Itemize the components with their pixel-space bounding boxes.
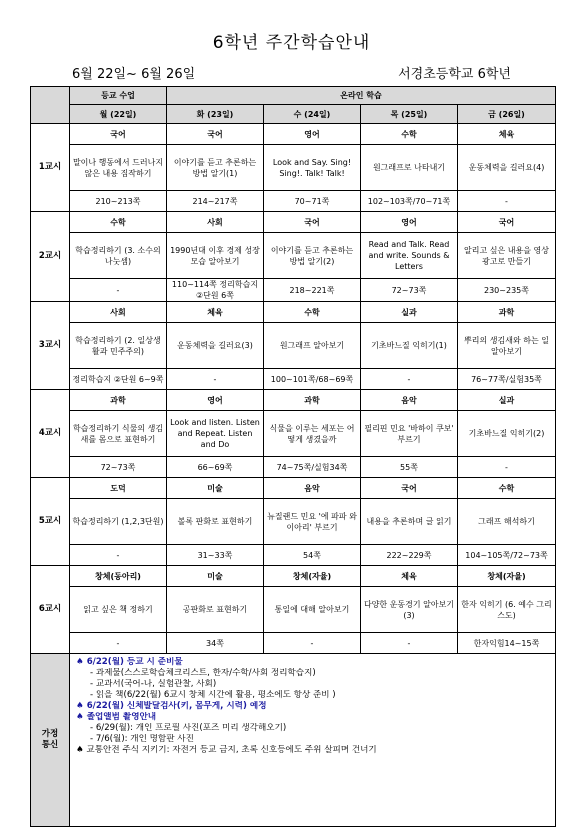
subject-cell: 체육	[458, 124, 556, 145]
period-subject-row	[31, 302, 556, 323]
page-title: 6학년 주간학습안내	[212, 33, 371, 53]
page-cell: -	[361, 633, 458, 654]
period-subject-row	[31, 212, 556, 233]
subject-cell: 실과	[458, 390, 556, 411]
activity-cell: 운동체력을 길러요(4)	[458, 145, 556, 191]
page-cell: 102~103쪽/70~71쪽	[361, 191, 458, 212]
period-activity-row	[31, 145, 556, 191]
activity-cell: 뿌리의 생김새와 하는 일 알아보기	[458, 323, 556, 369]
page-cell: 100~101쪽/68~69쪽	[264, 369, 361, 390]
notice-line: ♠ 교통안전 주식 지키기: 자전거 등교 금지, 초록 신호등에도 주위 살피며 건너기	[76, 745, 377, 755]
notice-label: 가정 통신	[31, 654, 70, 827]
page-cell: 218~221쪽	[264, 279, 361, 302]
page-cell: 210~213쪽	[70, 191, 167, 212]
period-subject-row	[31, 124, 556, 145]
period-page-row	[31, 545, 556, 566]
page-cell: -	[70, 633, 167, 654]
page-cell: 31~33쪽	[167, 545, 264, 566]
day-header-row	[31, 105, 556, 124]
period-activity-row	[31, 411, 556, 457]
period-label: 2교시	[31, 212, 70, 302]
subject-cell: 국어	[361, 478, 458, 499]
activity-cell: 알리고 싶은 내용을 영상 광고로 만들기	[458, 233, 556, 279]
notice-row	[31, 654, 556, 827]
activity-cell: 기초바느질 익히기(2)	[458, 411, 556, 457]
page-cell: -	[70, 545, 167, 566]
page-cell: -	[458, 457, 556, 478]
page-cell: 정리학습지 ②단원 6~9쪽	[70, 369, 167, 390]
page-cell: 230~235쪽	[458, 279, 556, 302]
subject-cell: 과학	[458, 302, 556, 323]
subject-cell: 과학	[70, 390, 167, 411]
page-cell: 214~217쪽	[167, 191, 264, 212]
subject-cell: 수학	[70, 212, 167, 233]
page-cell: 66~69쪽	[167, 457, 264, 478]
period-activity-row	[31, 499, 556, 545]
notice-line: - 교과서(국어-나, 실험관찰, 사회)	[90, 679, 217, 689]
online-mode-label: 온라인 학습	[167, 87, 556, 105]
activity-cell: 이야기를 듣고 추론하는 방법 알기(2)	[264, 233, 361, 279]
schedule-table	[30, 86, 556, 827]
page-cell: -	[264, 633, 361, 654]
notice-line: - 7/6(월): 개인 명함판 사진	[90, 734, 194, 744]
subject-cell: 국어	[264, 212, 361, 233]
page-cell: -	[361, 369, 458, 390]
page-cell: 104~105쪽/72~73쪽	[458, 545, 556, 566]
subject-cell: 수학	[458, 478, 556, 499]
subject-cell: 창체(자율)	[264, 566, 361, 587]
subject-cell: 수학	[264, 302, 361, 323]
page-cell: 72~73쪽	[70, 457, 167, 478]
page-cell: 72~73쪽	[361, 279, 458, 302]
period-label: 3교시	[31, 302, 70, 390]
subject-cell: 음악	[361, 390, 458, 411]
activity-cell: 운동체력을 길러요(3)	[167, 323, 264, 369]
subject-cell: 국어	[458, 212, 556, 233]
notice-content	[70, 654, 556, 827]
activity-cell: 뉴질랜드 민요 '에 파파 와이아리' 부르기	[264, 499, 361, 545]
page-cell: 110~114쪽 정리학습지 ②단원 6쪽	[167, 279, 264, 302]
subject-cell: 실과	[361, 302, 458, 323]
activity-cell: 다양한 운동경기 알아보기(3)	[361, 587, 458, 633]
page-cell: 55쪽	[361, 457, 458, 478]
activity-cell: 그래프 해석하기	[458, 499, 556, 545]
notice-line: ♠ 6/22(월) 신체발달검사(키, 몸무게, 시력) 예정	[76, 701, 267, 711]
period-activity-row	[31, 587, 556, 633]
period-page-row	[31, 191, 556, 212]
day-header: 목 (25일)	[361, 105, 458, 124]
subject-cell: 창체(동아리)	[70, 566, 167, 587]
activity-cell: Read and Talk. Read and write. Sounds & Letters	[361, 233, 458, 279]
activity-cell: 원그래프 알아보기	[264, 323, 361, 369]
activity-cell: 학습정리하기 (3. 소수의 나눗셈)	[70, 233, 167, 279]
subject-cell: 영어	[264, 124, 361, 145]
period-subject-row	[31, 478, 556, 499]
period-subject-row	[31, 390, 556, 411]
page-cell: -	[70, 279, 167, 302]
notice-line: ♠ 6/22(월) 등교 시 준비물	[76, 657, 183, 667]
period-activity-row	[31, 233, 556, 279]
page-cell: 222~229쪽	[361, 545, 458, 566]
subject-cell: 사회	[167, 212, 264, 233]
subject-cell: 영어	[361, 212, 458, 233]
page-cell: 34쪽	[167, 633, 264, 654]
page-cell: 76~77쪽/실험35쪽	[458, 369, 556, 390]
activity-cell: 내용을 추론하며 글 읽기	[361, 499, 458, 545]
activity-cell: 공판화로 표현하기	[167, 587, 264, 633]
activity-cell: 원그래프로 나타내기	[361, 145, 458, 191]
period-activity-row	[31, 323, 556, 369]
page-cell: 한자익힘14~15쪽	[458, 633, 556, 654]
activity-cell: 식물을 이루는 세포는 어떻게 생겼을까	[264, 411, 361, 457]
period-label: 4교시	[31, 390, 70, 478]
subject-cell: 체육	[167, 302, 264, 323]
subject-cell: 도덕	[70, 478, 167, 499]
notice-line: - 과제물(스스로학습체크리스트, 한자/수학/사회 정리학습지)	[90, 668, 316, 678]
subject-cell: 과학	[264, 390, 361, 411]
page-cell: 54쪽	[264, 545, 361, 566]
activity-cell: 기초바느질 익히기(1)	[361, 323, 458, 369]
day-header: 월 (22일)	[70, 105, 167, 124]
period-page-row	[31, 279, 556, 302]
activity-cell: 필리핀 민요 '바하이 쿠보' 부르기	[361, 411, 458, 457]
subject-cell: 미술	[167, 478, 264, 499]
activity-cell: 1990년대 이후 경제 성장 모습 알아보기	[167, 233, 264, 279]
activity-cell: 한자 익히기 (6. 예수 그리스도)	[458, 587, 556, 633]
school-name: 서경초등학교 6학년	[398, 67, 511, 82]
page-cell: 70~71쪽	[264, 191, 361, 212]
subject-cell: 국어	[70, 124, 167, 145]
activity-cell: Look and listen. Listen and Repeat. Listen and Do	[167, 411, 264, 457]
subject-cell: 미술	[167, 566, 264, 587]
period-label: 6교시	[31, 566, 70, 654]
notice-line: - 읽을 책(6/22(월) 6교시 창체 시간에 활용, 평소에도 항상 준비 )	[90, 690, 336, 700]
subject-cell: 체육	[361, 566, 458, 587]
subject-cell: 사회	[70, 302, 167, 323]
subject-cell: 수학	[361, 124, 458, 145]
activity-cell: 학습정리하기 식물의 생김새를 몸으로 표현하기	[70, 411, 167, 457]
subject-cell: 음악	[264, 478, 361, 499]
page-cell: 74~75쪽/실험34쪽	[264, 457, 361, 478]
day-header: 금 (26일)	[458, 105, 556, 124]
period-label: 1교시	[31, 124, 70, 212]
notice-line: ♠ 졸업앨범 촬영안내	[76, 712, 157, 722]
activity-cell: 통일에 대해 알아보기	[264, 587, 361, 633]
day-header: 화 (23일)	[167, 105, 264, 124]
activity-cell: 이야기를 듣고 추론하는 방법 알기(1)	[167, 145, 264, 191]
subject-cell: 국어	[167, 124, 264, 145]
activity-cell: 학습정리하기 (1,2,3단원)	[70, 499, 167, 545]
date-range: 6월 22일~ 6월 26일	[72, 67, 196, 82]
offline-mode-label: 등교 수업	[70, 87, 167, 105]
corner-cell	[31, 87, 70, 124]
day-header: 수 (24일)	[264, 105, 361, 124]
page-cell: -	[167, 369, 264, 390]
subject-cell: 창체(자율)	[458, 566, 556, 587]
page-cell: -	[458, 191, 556, 212]
period-page-row	[31, 369, 556, 390]
period-subject-row	[31, 566, 556, 587]
mode-header-row	[31, 87, 556, 105]
period-rows	[31, 124, 556, 654]
subject-cell: 영어	[167, 390, 264, 411]
period-label: 5교시	[31, 478, 70, 566]
period-page-row	[31, 633, 556, 654]
activity-cell: 읽고 싶은 책 정하기	[70, 587, 167, 633]
activity-cell: 말이나 행동에서 드러나지 않은 내용 짐작하기	[70, 145, 167, 191]
period-page-row	[31, 457, 556, 478]
activity-cell: Look and Say. Sing! Sing!. Talk! Talk!	[264, 145, 361, 191]
activity-cell: 학습정리하기 (2. 일상생활과 민주주의)	[70, 323, 167, 369]
activity-cell: 볼록 판화로 표현하기	[167, 499, 264, 545]
notice-line: - 6/29(월): 개인 프로필 사진(포즈 미리 생각해오기)	[90, 723, 287, 733]
